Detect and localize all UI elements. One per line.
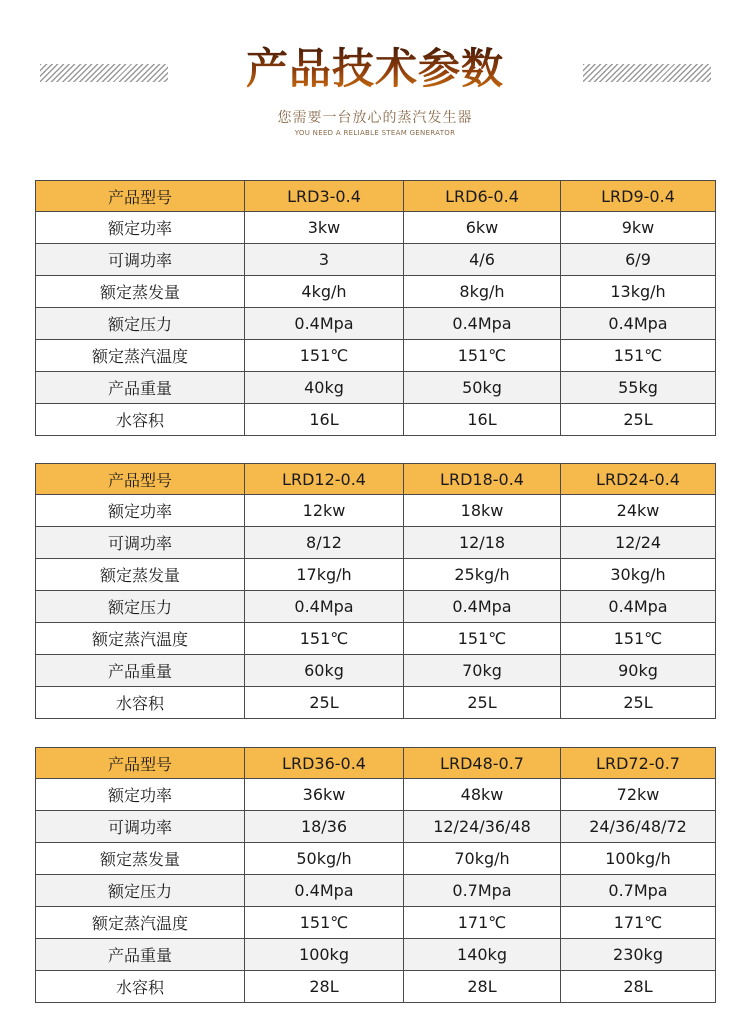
table-cell: 13kg/h [561,276,716,308]
table-cell: 17kg/h [245,559,404,591]
table-cell: 25L [404,687,561,719]
header-cell: LRD3-0.4 [245,181,404,212]
table-cell: 6/9 [561,244,716,276]
table-cell: 151℃ [561,623,716,655]
header-cell: 产品型号 [36,748,245,779]
table-row [36,244,716,276]
table-cell: 0.7Mpa [561,875,716,907]
header-cell: 产品型号 [36,181,245,212]
row-label: 额定压力 [36,591,245,623]
row-label: 水容积 [36,404,245,436]
row-label: 额定功率 [36,779,245,811]
row-label: 额定蒸发量 [36,559,245,591]
table-cell: 60kg [245,655,404,687]
row-label: 额定压力 [36,308,245,340]
table-row [36,779,716,811]
header-cell: LRD24-0.4 [561,464,716,495]
row-label: 产品重量 [36,939,245,971]
table-cell: 6kw [404,212,561,244]
table-row [36,623,716,655]
table-header-row [36,464,716,495]
table-row [36,811,716,843]
header-cell: LRD12-0.4 [245,464,404,495]
table-cell: 9kw [561,212,716,244]
row-label: 额定功率 [36,212,245,244]
table-cell: 0.4Mpa [245,875,404,907]
table-cell: 12kw [245,495,404,527]
table-cell: 0.4Mpa [561,308,716,340]
table-cell: 0.4Mpa [404,308,561,340]
table-cell: 0.4Mpa [245,308,404,340]
table-row [36,687,716,719]
table-row [36,939,716,971]
header-cell: LRD36-0.4 [245,748,404,779]
table-row [36,340,716,372]
spec-table-2 [35,463,716,719]
row-label: 可调功率 [36,811,245,843]
table-cell: 151℃ [404,623,561,655]
table-cell: 4/6 [404,244,561,276]
table-cell: 25L [561,687,716,719]
row-label: 额定蒸汽温度 [36,623,245,655]
right-hatch-decoration [583,64,711,82]
table-cell: 151℃ [404,340,561,372]
table-row [36,308,716,340]
table-header-row [36,748,716,779]
table-row [36,495,716,527]
table-cell: 100kg [245,939,404,971]
table-row [36,559,716,591]
table-row [36,655,716,687]
row-label: 额定蒸发量 [36,843,245,875]
row-label: 水容积 [36,971,245,1003]
table-cell: 0.7Mpa [404,875,561,907]
table-cell: 48kw [404,779,561,811]
row-label: 产品重量 [36,655,245,687]
table-row [36,971,716,1003]
table-cell: 25L [561,404,716,436]
table-cell: 28L [245,971,404,1003]
table-cell: 72kw [561,779,716,811]
table-cell: 4kg/h [245,276,404,308]
table-cell: 30kg/h [561,559,716,591]
table-row [36,591,716,623]
row-label: 水容积 [36,687,245,719]
table-cell: 151℃ [245,907,404,939]
page-title: 产品技术参数 [0,36,750,96]
table-row [36,276,716,308]
row-label: 额定功率 [36,495,245,527]
table-row [36,212,716,244]
table-header-row [36,181,716,212]
table-row [36,372,716,404]
page-subtitle-english: YOU NEED A RELIABLE STEAM GENERATOR [294,129,456,137]
table-cell: 8kg/h [404,276,561,308]
table-cell: 18kw [404,495,561,527]
table-cell: 0.4Mpa [404,591,561,623]
table-row [36,527,716,559]
row-label: 额定压力 [36,875,245,907]
spec-table-1 [35,180,716,436]
table-cell: 12/24/36/48 [404,811,561,843]
table-cell: 140kg [404,939,561,971]
table-cell: 12/24 [561,527,716,559]
header-cell: LRD48-0.7 [404,748,561,779]
row-label: 产品重量 [36,372,245,404]
table-cell: 36kw [245,779,404,811]
row-label: 可调功率 [36,244,245,276]
table-cell: 50kg/h [245,843,404,875]
page-header [0,0,750,150]
table-cell: 0.4Mpa [245,591,404,623]
row-label: 额定蒸发量 [36,276,245,308]
table-cell: 24kw [561,495,716,527]
table-cell: 230kg [561,939,716,971]
table-cell: 40kg [245,372,404,404]
row-label: 额定蒸汽温度 [36,340,245,372]
header-cell: LRD72-0.7 [561,748,716,779]
table-cell: 25L [245,687,404,719]
table-cell: 24/36/48/72 [561,811,716,843]
table-cell: 171℃ [561,907,716,939]
spec-table-3 [35,747,716,1003]
table-cell: 28L [404,971,561,1003]
table-cell: 100kg/h [561,843,716,875]
row-label: 可调功率 [36,527,245,559]
table-cell: 16L [404,404,561,436]
header-cell: LRD18-0.4 [404,464,561,495]
header-cell: 产品型号 [36,464,245,495]
table-cell: 55kg [561,372,716,404]
table-cell: 50kg [404,372,561,404]
table-row [36,404,716,436]
table-cell: 25kg/h [404,559,561,591]
header-cell: LRD6-0.4 [404,181,561,212]
table-cell: 70kg/h [404,843,561,875]
table-row [36,843,716,875]
table-cell: 16L [245,404,404,436]
table-cell: 8/12 [245,527,404,559]
row-label: 额定蒸汽温度 [36,907,245,939]
table-cell: 171℃ [404,907,561,939]
table-cell: 0.4Mpa [561,591,716,623]
table-cell: 151℃ [245,623,404,655]
table-cell: 28L [561,971,716,1003]
table-cell: 70kg [404,655,561,687]
table-row [36,875,716,907]
table-cell: 151℃ [561,340,716,372]
table-row [36,907,716,939]
table-cell: 12/18 [404,527,561,559]
table-cell: 3kw [245,212,404,244]
page-subtitle: 您需要一台放心的蒸汽发生器 [277,110,473,126]
table-cell: 3 [245,244,404,276]
table-cell: 90kg [561,655,716,687]
table-cell: 151℃ [245,340,404,372]
table-cell: 18/36 [245,811,404,843]
header-cell: LRD9-0.4 [561,181,716,212]
